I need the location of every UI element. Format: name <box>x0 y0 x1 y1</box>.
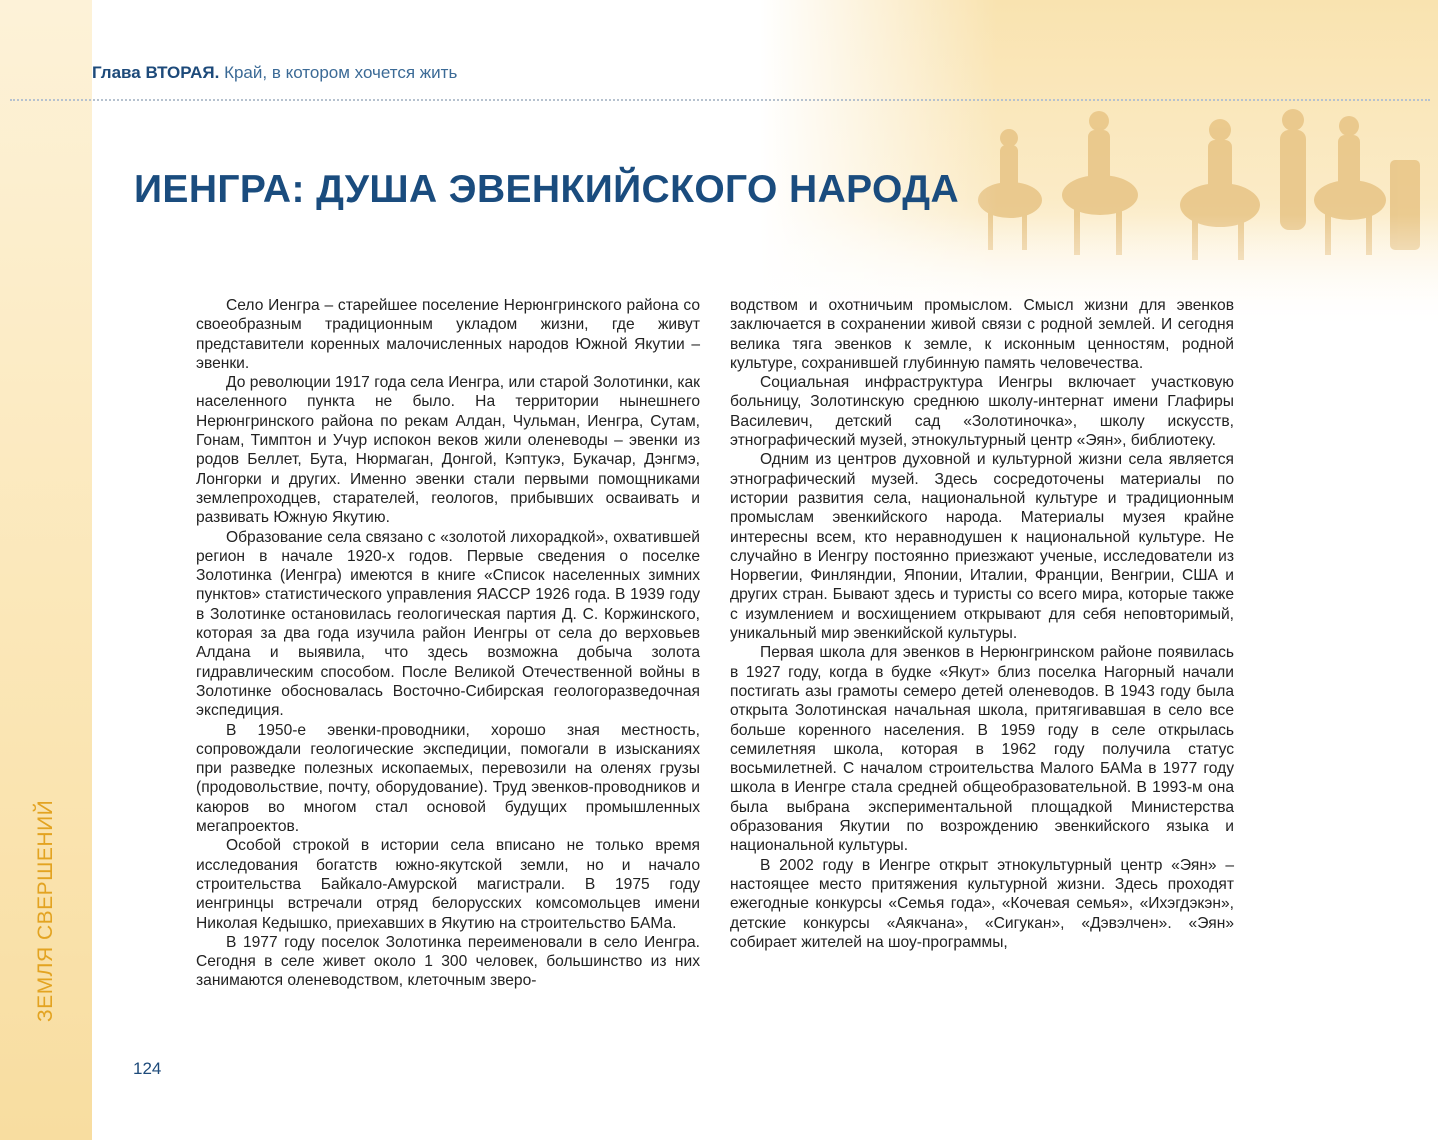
chapter-subtitle: Край, в котором хочется жить <box>224 63 458 82</box>
paragraph: Первая школа для эвенков в Нерюнгринском районе появилась в 1927 году, когда в будке «Якут» близ поселка Нагорный начали постигать азы грамоты семеро детей оленеводов. В 1943 году была открыта Золотинская начальная школа, притягивавшая в село все больше коренного населения. В 1959 году в селе открылась семилетняя школа, которая в 1962 году получила статус восьмилетней. С началом строительства Малого БАМа в 1977 году школа в Иенгре стала средней общеобразовательной. В 1993-м она была выбрана экспериментальной площадкой Министерства образования Якутии по возрождению эвенкийского языка и национальной культуры. <box>730 644 1234 855</box>
reindeer-riders-photo <box>760 0 1438 330</box>
paragraph: Социальная инфраструктура Иенгры включает участковую больницу, Золотинскую среднюю школу-интернат имени Глафиры Василевич, детский сад «Золотиночка», школу искусств, этнографический музей, этнокультурный центр «Эян», библиотеку. <box>730 374 1234 450</box>
paragraph: До революции 1917 года села Иенгра, или старой Золотинки, как населенного пункта не было. На территории нынешнего Нерюнгринского района по рекам Алдан, Чульман, Иенгра, Сутам, Гонам, Тимптон и Учур испокон веков жили оленеводы – эвенки из родов Беллет, Бута, Нюрмаган, Донгой, Кэптукэ, Букачар, Дэнгмэ, Лонгорки и других. Именно эвенки стали первыми помощниками землепроходцев, старателей, геологов, прибывших осваивать и развивать Южную Якутию. <box>196 374 700 527</box>
chapter-header <box>92 63 457 83</box>
article-title: ИЕНГРА: ДУША ЭВЕНКИЙСКОГО НАРОДА <box>134 168 960 211</box>
paragraph: Образование села связано с «золотой лихорадкой», охватившей регион в начале 1920-х годов. Первые сведения о поселке Золотинка (Иенгра) имеются в книге «Список населенных зимних пунктов» статистического управления ЯАССР 1926 года. В 1939 году в Золотинке остановилась геологическая партия Д. С. Коржинского, которая за два года изучила район Иенгры от села до верховьев Алдана и выявила, что здесь возможна добыча золота гидравлическим способом. После Великой Отечественной войны в Золотинке обосновалась Восточно-Сибирская геологоразведочная экспедиция. <box>196 528 700 720</box>
paragraph: В 1950-е эвенки-проводники, хорошо зная местность, сопровождали геологические экспедиции, помогали в изысканиях при разведке полезных ископаемых, перевозили на оленях грузы (продовольствие, почту, оборудование). Труд эвенков-проводников и каюров во многом стал основой будущих промышленных мегапроектов. <box>196 721 700 836</box>
paragraph: Одним из центров духовной и культурной жизни села является этнографический музей. Здесь сосредоточены материалы по истории развития села, национальной культуре и традиционным промыслам эвенкийского народа. Материалы музея крайне интересны всем, кто неравнодушен к национальной культуре. Не случайно в Иенгру постоянно приезжают ученые, исследователи из Норвегии, Финляндии, Японии, Италии, Франции, Венгрии, США и других стран. Бывают здесь и туристы со всего мира, которые также с изумлением и восхищением открывают для себя неповторимый, уникальный мир эвенкийской культуры. <box>730 451 1234 643</box>
paragraph: В 2002 году в Иенгре открыт этнокультурный центр «Эян» – настоящее место притяжения культурной жизни. Здесь проходят ежегодные конкурсы «Семья года», «Кочевая семья», «Ихэгдэкэн», детские конкурсы «Аякчана», «Сигукан», «Дэвэлчен». «Эян» собирает жителей на шоу-программы, <box>730 856 1234 951</box>
paragraph: В 1977 году поселок Золотинка переименовали в село Иенгра. Сегодня в селе живет около 1 300 человек, большинство из них занимаются оленеводством, клеточным зверо- <box>196 933 700 990</box>
side-title: ЗЕМЛЯ СВЕРШЕНИЙ <box>34 799 57 1022</box>
chapter-label: Глава ВТОРАЯ. <box>92 63 220 82</box>
text-column-2 <box>730 296 1234 952</box>
paragraph: водством и охотничьим промыслом. Смысл жизни для эвенков заключается в сохранении живой связи с родной землей. И сегодня велика тяга эвенков к земле, к исконным ценностям, родной культуре, сохранившей глубинную память человечества. <box>730 297 1234 372</box>
paragraph: Село Иенгра – старейшее поселение Нерюнгринского района со своеобразным традиционным укладом жизни, где живут представители коренных малочисленных народов Южной Якутии – эвенки. <box>196 297 700 372</box>
page-number: 124 <box>133 1059 162 1078</box>
paragraph: Особой строкой в истории села вписано не только время исследования богатств южно-якутской земли, но и начало строительства Байкало-Амурской магистрали. В 1975 году иенгринцы встречали отряд белорусских комсомольцев имени Николая Кедышко, приехавших в Якутию на строительство БАМа. <box>196 837 700 932</box>
header-divider <box>10 99 1430 101</box>
text-column-1 <box>196 296 700 991</box>
